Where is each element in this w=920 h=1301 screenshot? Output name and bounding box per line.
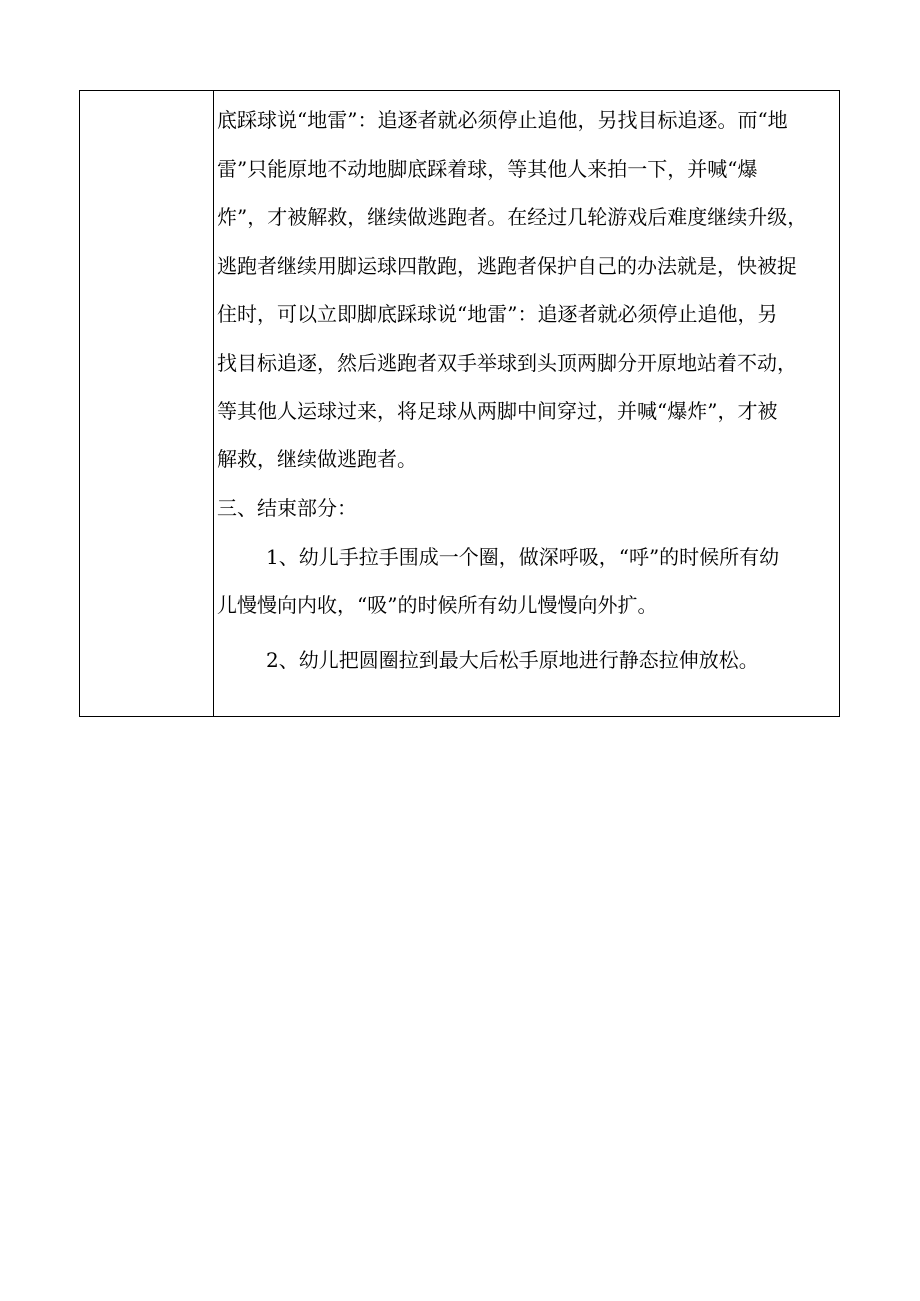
section-heading: 三、结束部分： xyxy=(217,496,357,520)
content-table xyxy=(79,90,840,717)
body-line-6: 找目标追逐，然后逃跑者双手举球到头顶两脚分开原地站着不动， xyxy=(217,351,797,375)
body-line-3: 炸”，才被解救，继续做逃跑者。在经过几轮游戏后难度继续升级， xyxy=(217,205,808,229)
body-line-7: 等其他人运球过来，将足球从两脚中间穿过，并喊“爆炸”，才被 xyxy=(217,399,778,423)
list-item-1-line-2: 儿慢慢向内收，“吸”的时候所有幼儿慢慢向外扩。 xyxy=(217,593,658,617)
list-item-1-line-1: 1、幼儿手拉手围成一个圈，做深呼吸，“呼”的时候所有幼 xyxy=(266,545,780,569)
table-right-cell xyxy=(214,91,839,716)
body-line-4: 逃跑者继续用脚运球四散跑，逃跑者保护自己的办法就是，快被捉 xyxy=(217,254,797,278)
body-line-5: 住时，可以立即脚底踩球说“地雷”：追逐者就必须停止追他，另 xyxy=(217,302,778,326)
body-line-1: 底踩球说“地雷”：追逐者就必须停止追他，另找目标追逐。而“地 xyxy=(217,108,788,132)
list-item-2: 2、幼儿把圆圈拉到最大后松手原地进行静态拉伸放松。 xyxy=(266,648,759,672)
body-line-8: 解救，继续做逃跑者。 xyxy=(217,447,417,471)
table-left-cell xyxy=(80,91,214,716)
body-line-2: 雷”只能原地不动地脚底踩着球，等其他人来拍一下，并喊“爆 xyxy=(217,157,758,181)
